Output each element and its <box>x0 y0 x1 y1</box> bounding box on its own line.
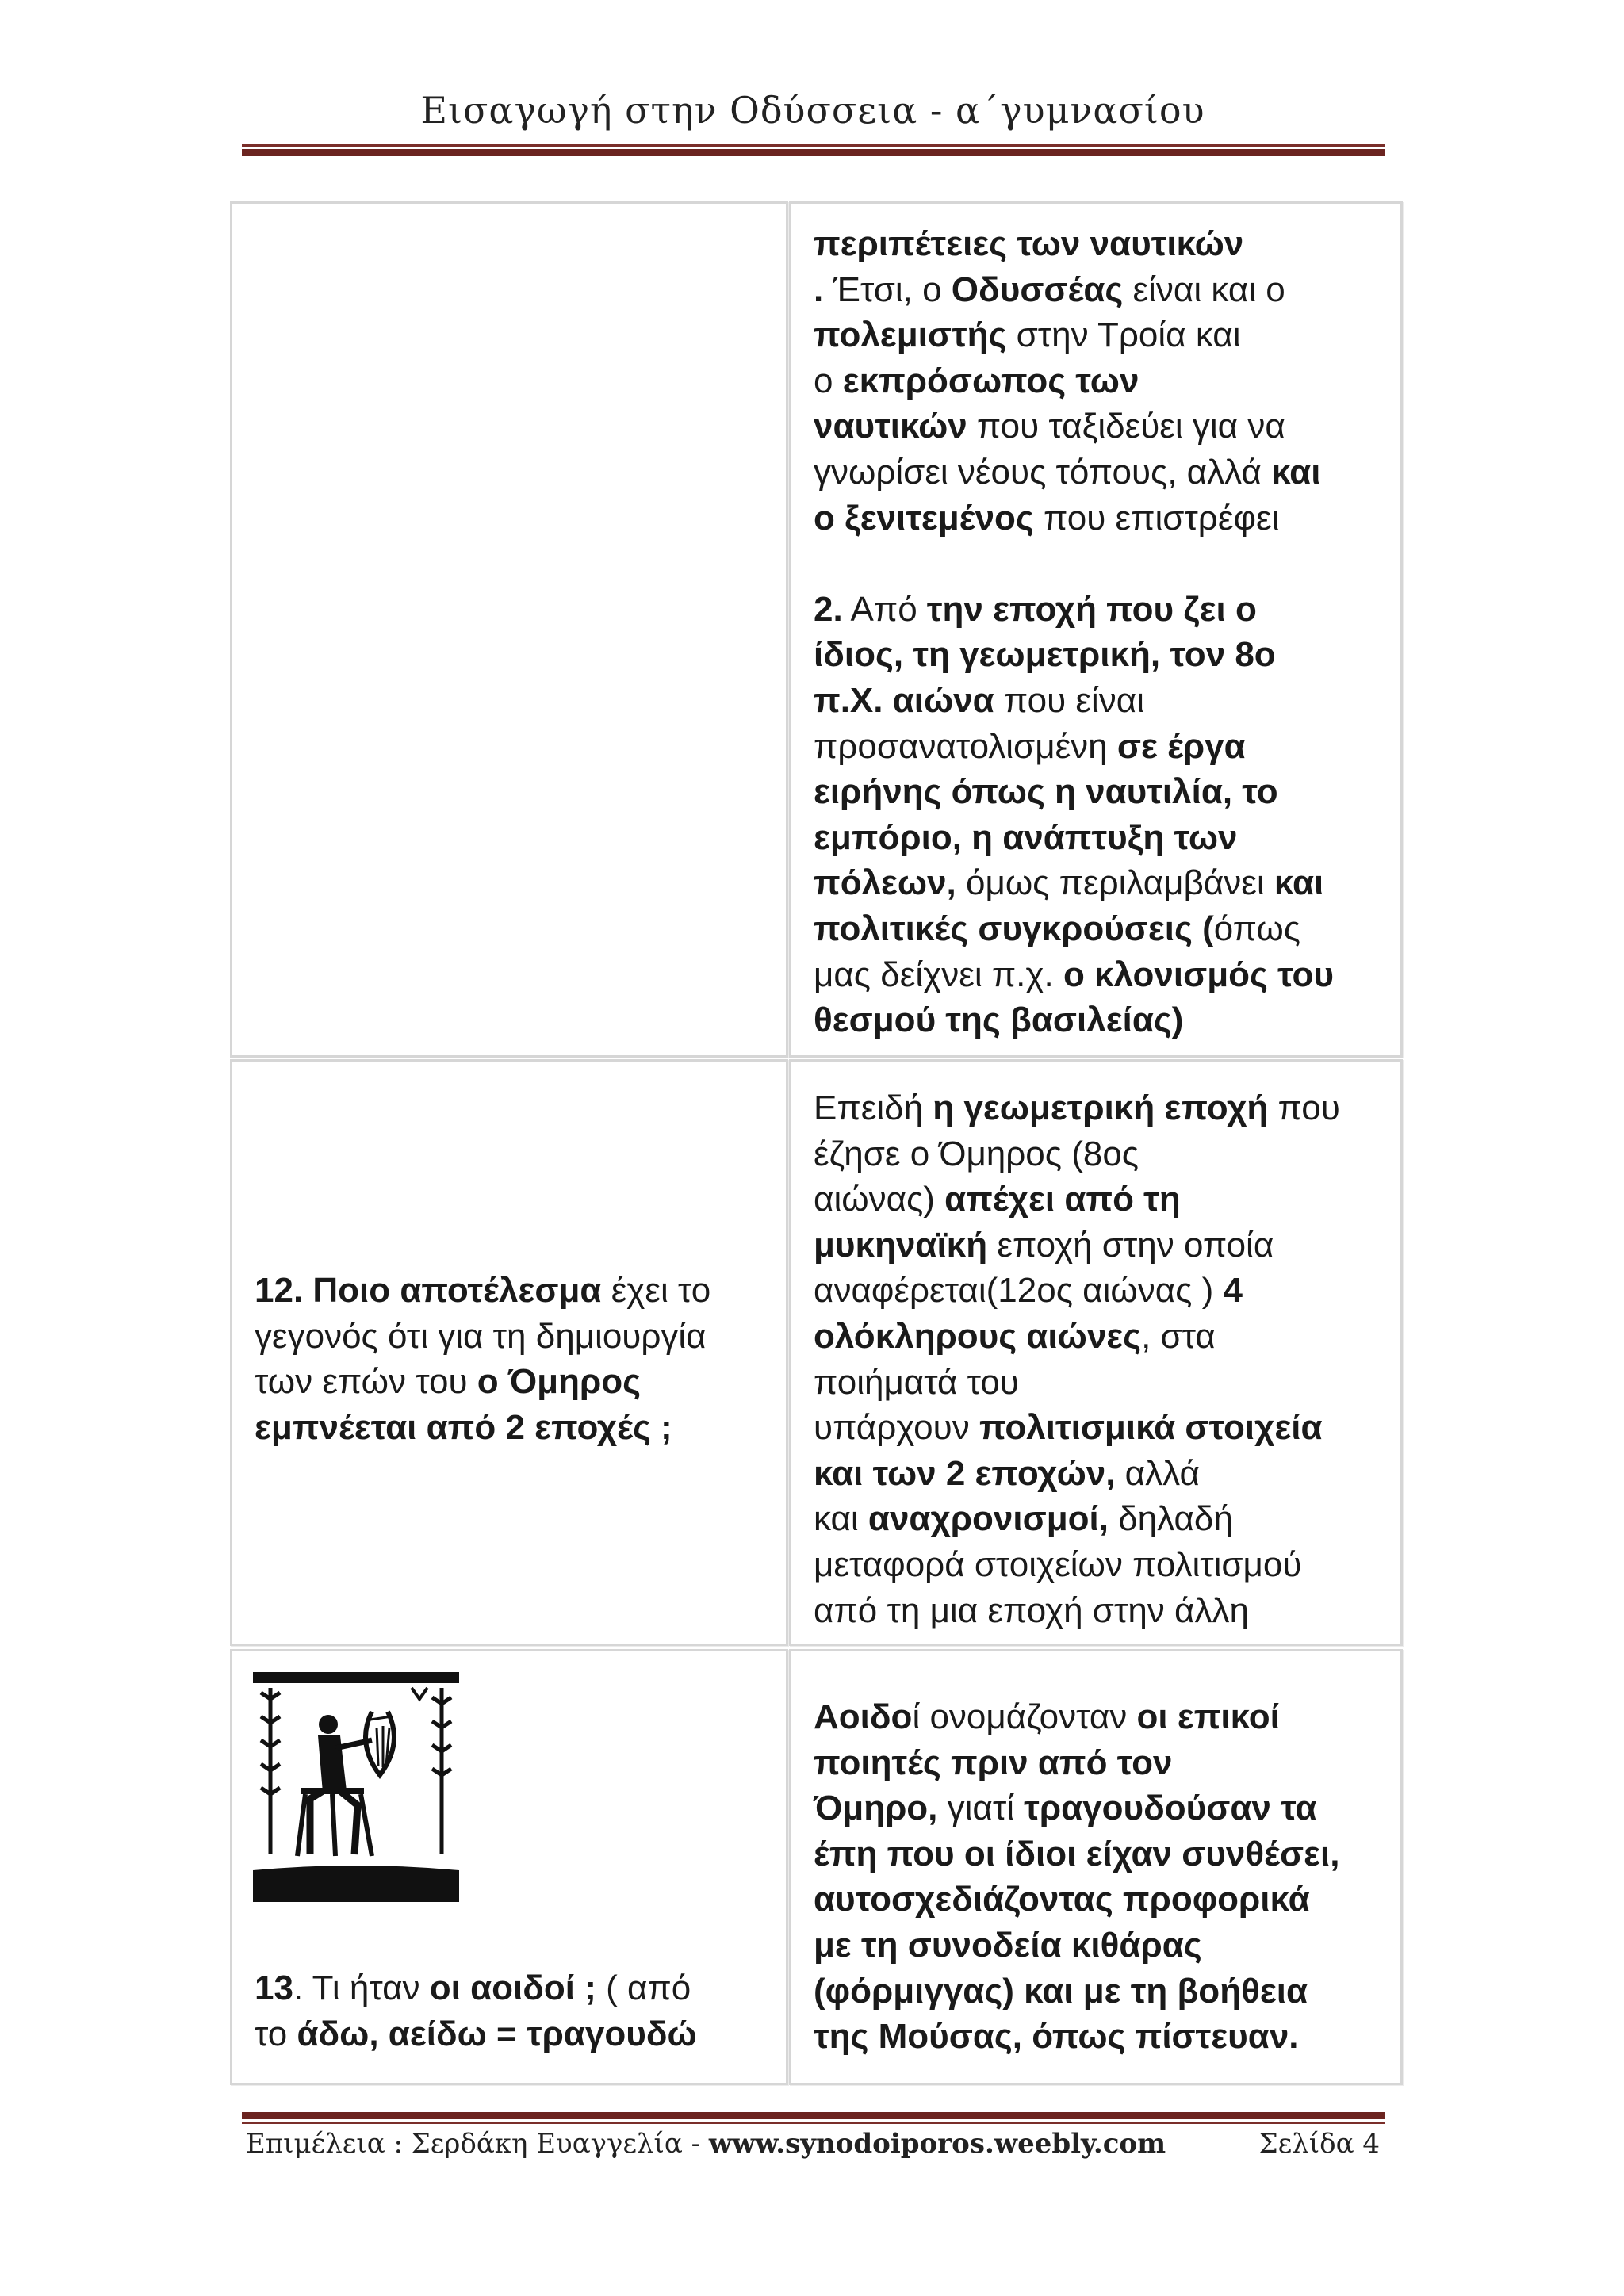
text-run: έχει το <box>601 1271 711 1310</box>
row-1-answer-text <box>814 221 1392 1043</box>
text-run: αναφέρεται(12ος αιώνας ) <box>814 1271 1224 1311</box>
text-line <box>814 724 1392 770</box>
text-line <box>814 404 1392 450</box>
text-line <box>814 1969 1392 2015</box>
text-line <box>814 1877 1392 1923</box>
bold-run: ποιητές πριν από τον <box>814 1743 1173 1782</box>
bold-run: 2. <box>814 589 843 629</box>
text-line <box>814 1405 1392 1451</box>
text-line <box>814 769 1392 815</box>
text-line <box>814 1177 1392 1223</box>
bold-run: οι επικοί <box>1136 1697 1280 1736</box>
text-line <box>814 1694 1392 1740</box>
bold-run: πολιτικές συγκρούσεις ( <box>814 909 1214 948</box>
bold-run: θεσμού της βασιλείας) <box>814 1001 1184 1040</box>
text-run: Επειδή <box>814 1089 933 1127</box>
bold-run: ο Όμηρος <box>477 1362 641 1402</box>
text-run: στην Τροία και <box>1006 316 1241 355</box>
bold-run: σε έργα <box>1116 726 1246 766</box>
text-run: το <box>255 2014 297 2053</box>
bold-run: οι αοιδοί ; <box>429 1969 596 2007</box>
row-1-answer-cell <box>789 201 1403 1058</box>
text-line <box>814 1588 1392 1634</box>
row-3-answer-cell <box>789 1649 1403 2085</box>
text-line <box>255 1314 778 1360</box>
text-line <box>255 1359 778 1405</box>
text-run: έζησε ο Όμηρος (8ος <box>814 1134 1139 1173</box>
text-run: Έτσι, ο <box>833 270 952 309</box>
row-3-answer-text <box>814 1694 1392 2060</box>
bold-run: περιπέτειες των ναυτικών <box>814 224 1244 263</box>
text-run: ποιήματά του <box>814 1362 1019 1402</box>
text-line <box>814 312 1392 358</box>
text-run: αλλά <box>1115 1453 1200 1493</box>
text-run: υπάρχουν <box>814 1408 979 1448</box>
text-line <box>814 1451 1392 1497</box>
bold-run: 4 <box>1223 1271 1243 1311</box>
text-line <box>814 1542 1392 1588</box>
aoidos-lyre-image <box>253 1672 459 1902</box>
text-run: που <box>1268 1089 1340 1127</box>
text-run: όμως περιλαμβάνει <box>956 863 1274 903</box>
page-header-title: Εισαγωγή στην Οδύσσεια - α΄γυμνασίου <box>420 89 1205 132</box>
text-run: ο <box>814 361 843 400</box>
text-line <box>814 860 1392 906</box>
bold-run: αναχρονισμοί, <box>868 1499 1109 1539</box>
footer-rule-thick <box>242 2112 1385 2119</box>
bold-run: μυκηναϊκή <box>814 1225 988 1265</box>
text-line <box>814 678 1392 724</box>
text-run: γιατί <box>937 1789 1025 1828</box>
text-run: από τη μια εποχή στην άλλη <box>814 1590 1249 1630</box>
text-run: που επιστρέφει <box>1033 498 1280 538</box>
header-rule-thin <box>242 144 1385 147</box>
text-run: γνωρίσει νέους τόπους, αλλά <box>814 452 1272 492</box>
bold-run: ο κλονισμός του <box>1063 955 1334 994</box>
text-run: Από <box>842 589 927 629</box>
text-line <box>814 496 1392 541</box>
text-run: όπως <box>1213 909 1300 948</box>
text-line <box>814 1360 1392 1406</box>
footer-credit <box>246 2128 1166 2160</box>
bold-run: 13 <box>255 1969 293 2007</box>
text-line <box>814 2014 1392 2060</box>
text-line <box>814 1085 1392 1131</box>
text-line <box>255 2011 778 2057</box>
header-rule-thick <box>242 149 1385 156</box>
text-run: εποχή στην οποία <box>987 1225 1274 1265</box>
text-line <box>814 450 1392 496</box>
text-line <box>814 267 1392 313</box>
bold-run: άδω, αείδω = τραγουδώ <box>297 2014 697 2053</box>
bold-run: Αοιδο <box>814 1697 913 1736</box>
text-run: που είναι <box>994 680 1144 720</box>
bold-run: και <box>1271 452 1321 492</box>
text-run: ( από <box>596 1969 691 2007</box>
bold-run: έπη που οι ίδιοι είχαν συνθέσει, <box>814 1834 1340 1873</box>
bold-run: Οδυσσέας <box>951 270 1124 309</box>
bold-run: ίδιος, τη γεωμετρική, τον 8ο <box>814 635 1276 675</box>
text-line <box>814 632 1392 678</box>
text-line <box>814 1496 1392 1542</box>
bold-run: εμπόριο, η ανάπτυξη των <box>814 817 1238 857</box>
bold-run: και <box>1274 863 1324 903</box>
footer-rule-thin <box>242 2122 1385 2124</box>
text-line <box>255 1405 778 1451</box>
bold-run: με τη συνοδεία κιθάρας <box>814 1925 1202 1965</box>
text-line <box>255 1268 778 1314</box>
text-line <box>814 1223 1392 1269</box>
bold-run: εμπνέεται από 2 εποχές ; <box>255 1407 672 1447</box>
bold-run: πολιτισμικά στοιχεία <box>979 1408 1323 1448</box>
bold-run: ο ξενιτεμένος <box>814 498 1034 538</box>
text-line <box>814 1785 1392 1831</box>
bold-run: εκπρόσωπος των <box>842 361 1139 400</box>
bold-run: τραγουδούσαν τα <box>1024 1789 1317 1828</box>
text-run: . Τι ήταν <box>293 1969 430 2007</box>
bold-run: πολεμιστής <box>814 316 1007 355</box>
text-line <box>814 1740 1392 1786</box>
text-line <box>814 587 1392 633</box>
row-2-answer-text <box>814 1085 1392 1633</box>
bold-run: της Μούσας, όπως πίστευαν. <box>814 2017 1299 2057</box>
text-run: των επών του <box>255 1362 477 1402</box>
text-line <box>814 1268 1392 1314</box>
bold-run: ολόκληρους αιώνες <box>814 1316 1142 1356</box>
text-line <box>814 1131 1392 1177</box>
row-2-question-cell <box>230 1059 788 1646</box>
bold-run: π.Χ. αιώνα <box>814 680 994 720</box>
text-line <box>814 1314 1392 1360</box>
row-2-answer-cell <box>789 1059 1403 1646</box>
bold-run: 12. <box>255 1271 304 1310</box>
text-line <box>814 906 1392 952</box>
bold-run: (φόρμιγγας) και με τη βοήθεια <box>814 1971 1308 2011</box>
text-run: γεγονός ότι για τη δημιουργία <box>255 1316 707 1356</box>
text-run: μας δείχνει π.χ. <box>814 955 1063 994</box>
text-run: είναι και ο <box>1123 270 1285 309</box>
bold-run: την εποχή που ζει ο <box>926 589 1257 629</box>
bold-run: και των 2 εποχών, <box>814 1453 1116 1493</box>
footer-page-number: Σελίδα 4 <box>1258 2128 1380 2160</box>
text-line <box>814 358 1392 404</box>
bold-run: πόλεων, <box>814 863 956 903</box>
text-run: που ταξιδεύει για να <box>967 407 1285 446</box>
row-1-question-cell <box>230 201 788 1058</box>
text-run <box>303 1271 312 1310</box>
text-run: μεταφορά στοιχείων πολιτισμού <box>814 1544 1302 1584</box>
text-line <box>814 952 1392 998</box>
text-run: προσανατολισμένη <box>814 726 1117 766</box>
bold-run: απέχει από τη <box>944 1180 1181 1219</box>
row-3-question-text <box>255 1965 778 2057</box>
text-line <box>814 997 1392 1043</box>
text-line <box>814 221 1392 267</box>
bold-run: Όμηρο, <box>814 1789 938 1828</box>
text-run: και <box>814 1499 868 1539</box>
text-line <box>814 541 1392 587</box>
bold-run: ειρήνης όπως η ναυτιλία, το <box>814 772 1278 812</box>
text-line <box>814 815 1392 861</box>
row-3-question-cell <box>230 1649 788 2085</box>
text-run: δηλαδή <box>1108 1499 1233 1539</box>
footer-site-link[interactable]: www.synodoiporos.weebly.com <box>708 2128 1166 2160</box>
text-line <box>255 1965 778 2011</box>
bold-run: ναυτικών <box>814 407 967 446</box>
bold-run: Ποιο αποτέλεσμα <box>312 1271 602 1310</box>
row-2-question-text <box>255 1268 778 1450</box>
text-run: αιώνας) <box>814 1180 945 1219</box>
text-line <box>814 1831 1392 1877</box>
text-line <box>814 1923 1392 1969</box>
bold-run: . <box>814 270 833 309</box>
footer-prefix: Επιμέλεια : Σερδάκη Ευαγγελία - <box>246 2128 709 2160</box>
text-run: , στα <box>1141 1316 1216 1356</box>
text-run: ί ονομάζονταν <box>912 1697 1137 1736</box>
bold-run: αυτοσχεδιάζοντας προφορικά <box>814 1880 1310 1919</box>
bold-run: η γεωμετρική εποχή <box>933 1089 1269 1127</box>
